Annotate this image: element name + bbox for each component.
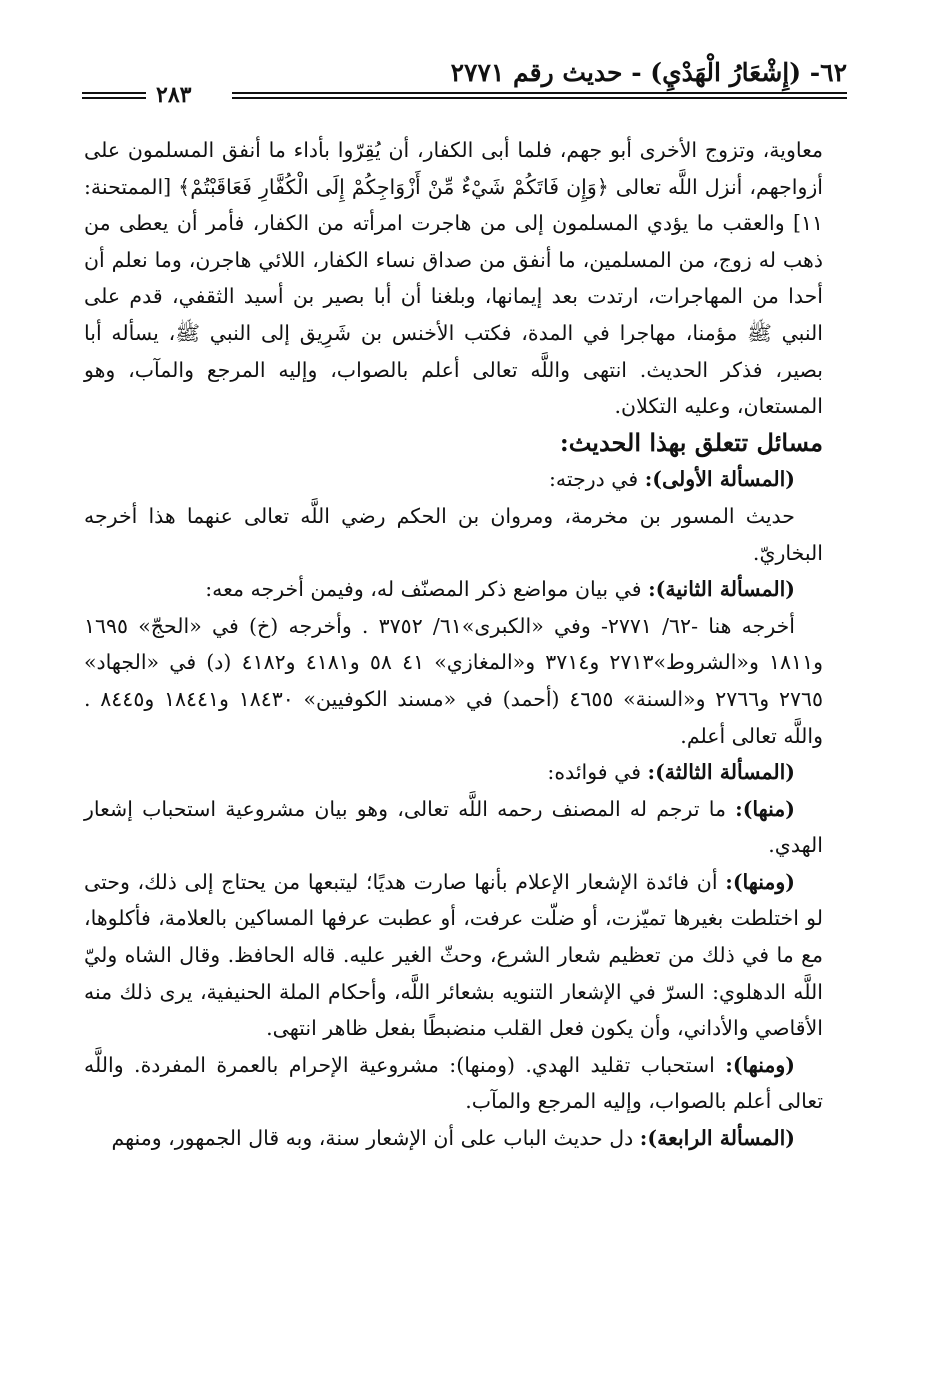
paragraph bbox=[84, 461, 823, 498]
paragraph bbox=[84, 498, 823, 571]
paragraph-text: ما ترجم له المصنف رحمه اللَّه تعالى، وهو بيان مشروعية استحباب إشعار الهدي. bbox=[84, 796, 823, 858]
paragraph bbox=[84, 132, 823, 425]
paragraph-lead: (المسألة الرابعة): bbox=[639, 1126, 795, 1151]
paragraph bbox=[84, 1120, 823, 1157]
paragraph bbox=[84, 608, 823, 754]
running-title: ٦٢- (إِشْعَارُ الْهَدْيِ) - حديث رقم ٢٧٧١ bbox=[450, 58, 847, 87]
paragraph-text: معاوية، وتزوج الأخرى أبو جهم، فلما أبى الكفار، أن يُقِرّوا بأداء ما أنفق المسلمون على أزواجهم، أنزل اللَّه تعالى ﴿وَإِن فَاتَكُمْ شَيْءٌ مِّنْ أَزْوَاجِكُمْ إِلَى الْكُفَّارِ فَعَاقَبْتُمْ﴾ [الممتحنة: ١١] والعقب ما يؤدي المسلمون إلى من هاجرت امرأته من الكفار، فأمر أن يعطى من ذهب له زوج، من المسلمين، ما أنفق من صداق نساء الكفار، اللائي هاجرن، وما نعلم أن أحدا من المهاجرات، ارتدت بعد إيمانها، وبلغنا أن أبا بصير بن أسيد الثقفي، قدم على النبي ﷺ مؤمنا، مهاجرا في المدة، فكتب الأخنس بن شَرِيق إلى النبي ﷺ، يسأله أبا بصير، فذكر الحديث. انتهى واللَّه تعالى أعلم بالصواب، وإليه المرجع والمآب، وهو المستعان، وعليه التكلان. bbox=[84, 138, 823, 419]
paragraph bbox=[84, 754, 823, 791]
header-rule bbox=[232, 92, 847, 99]
paragraph bbox=[84, 791, 823, 864]
paragraph-text: استحباب تقليد الهدي. (ومنها): مشروعية الإحرام بالعمرة المفردة. واللَّه تعالى أعلم بالصواب، وإليه المرجع والمآب. bbox=[84, 1052, 823, 1114]
paragraph-lead: (ومنها): bbox=[725, 1052, 795, 1077]
paragraph-text: أن فائدة الإشعار الإعلام بأنها صارت هديًا؛ ليتبعها من يحتاج إلى ذلك، وحتى لو اختلطت بغيرها تميّزت، أو ضلّت عرفت، أو عطبت عرفها المساكين بالعلامة، فأكلوها، مع ما في ذلك من تعظيم شعار الشرع، وحثّ الغير عليه. قاله الحافظ. وقال الشاه وليّ اللَّه الدهلوي: السرّ في الإشعار التنويه بشعائر اللَّه، وأحكام الملة الحنيفية، يرى ذلك منه الأقاصي والأداني، وأن يكون فعل القلب منضبطًا بفعل ظاهر انتهى. bbox=[84, 869, 823, 1041]
paragraph-lead: (المسألة الأولى): bbox=[644, 467, 795, 492]
paragraph bbox=[84, 1047, 823, 1120]
paragraph-text: في درجته: bbox=[548, 467, 645, 492]
page-number: ٢٨٣ bbox=[156, 82, 192, 108]
paragraph bbox=[84, 571, 823, 608]
page-header bbox=[82, 52, 847, 108]
paragraph-text: في بيان مواضع ذكر المصنّف له، وفيمن أخرجه معه: bbox=[205, 577, 649, 602]
paragraph-lead: (منها): bbox=[735, 796, 795, 821]
paragraph-text: أخرجه هنا -٦٢/ ٢٧٧١- وفي «الكبرى»٦١/ ٣٧٥٢ . وأخرجه (خ) في «الحجّ» ١٦٩٥ و١٨١١ و«الشروط»٢٧١٣ و٣٧١٤ و«المغازي» ٤١ ٥٨ و٤١٨١ و٤١٨٢ (د) في «الجهاد» ٢٧٦٥ و٢٧٦٦ و«السنة» ٤٦٥٥ (أحمد) في «مسند الكوفيين» ١٨٤٣٠ و١٨٤٤١ و٨٤٤٥ . واللَّه تعالى أعلم. bbox=[84, 613, 823, 748]
section-title bbox=[84, 425, 823, 462]
paragraph-lead: (المسألة الثانية): bbox=[648, 577, 795, 602]
paragraph-text: حديث المسور بن مخرمة، ومروان بن الحكم رضي اللَّه تعالى عنهما هذا أخرجه البخاريّ. bbox=[84, 503, 823, 565]
page-body bbox=[84, 132, 823, 1157]
paragraph-lead: (المسألة الثالثة): bbox=[647, 760, 795, 785]
paragraph-lead: (ومنها): bbox=[725, 869, 795, 894]
header-rule-short bbox=[82, 92, 146, 99]
paragraph-text: مسائل تتعلق بهذا الحديث: bbox=[559, 427, 823, 457]
paragraph-text: في فوائده: bbox=[547, 760, 648, 785]
paragraph bbox=[84, 864, 823, 1047]
paragraph-text: دل حديث الباب على أن الإشعار سنة، وبه قال الجمهور، ومنهم bbox=[111, 1126, 640, 1151]
